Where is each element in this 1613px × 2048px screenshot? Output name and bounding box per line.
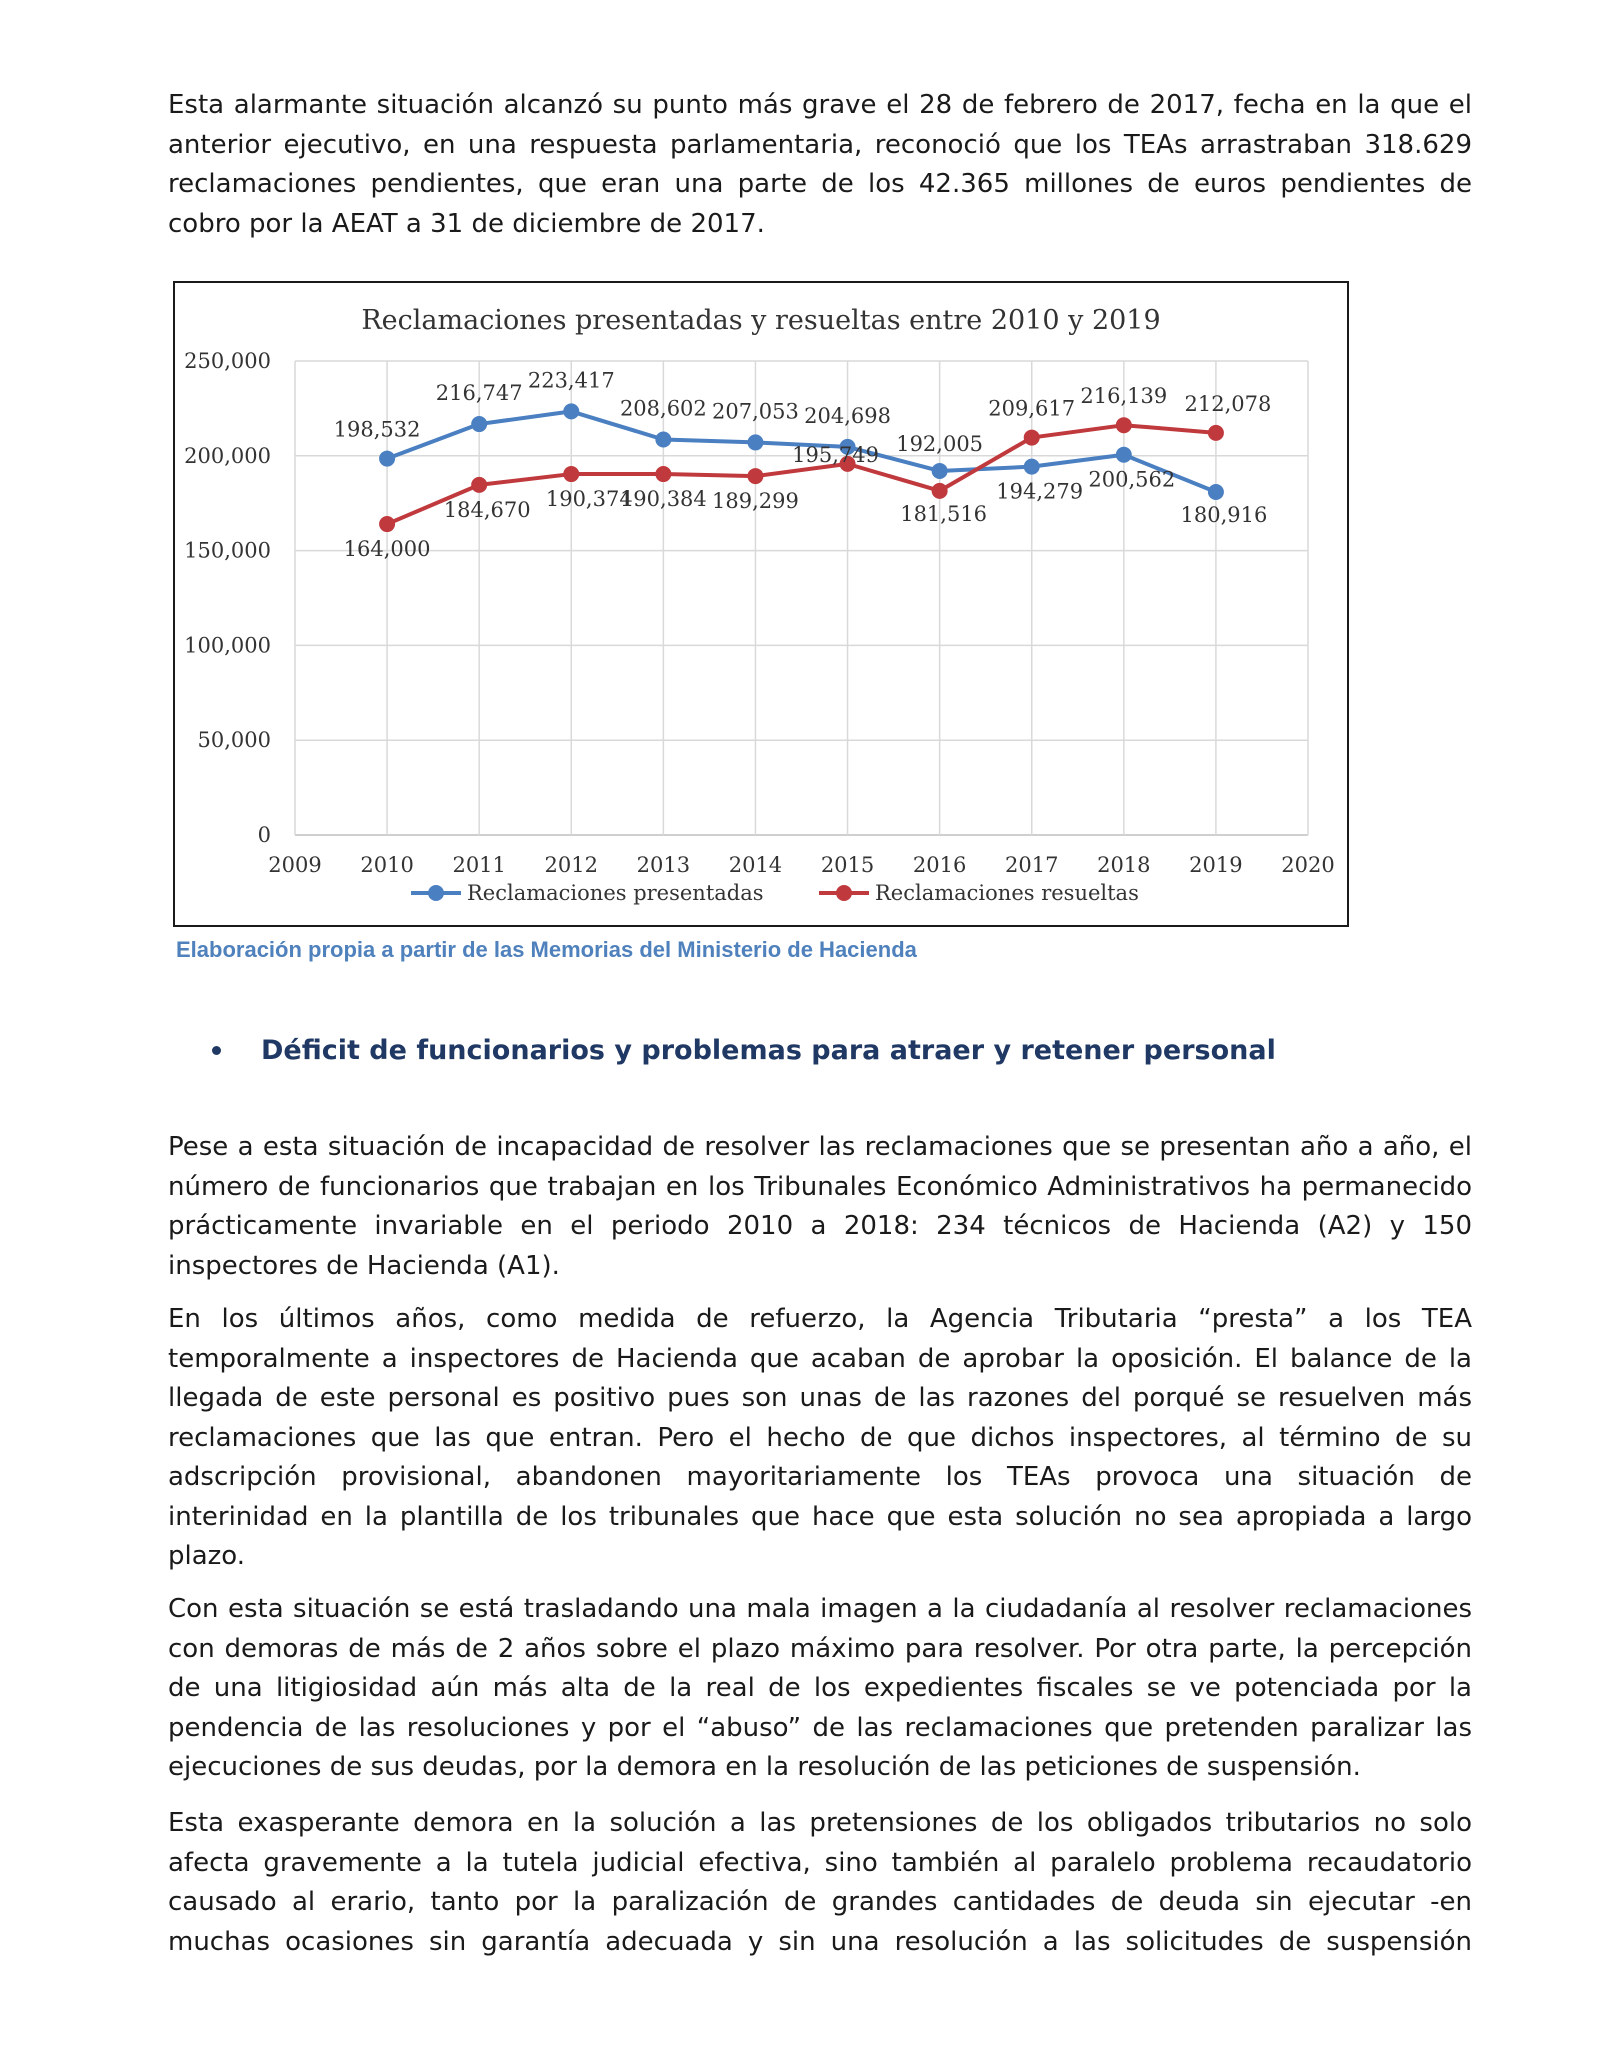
data-label: 216,747 <box>435 381 523 406</box>
data-point <box>747 434 763 450</box>
data-label: 189,299 <box>712 489 799 514</box>
data-point <box>932 483 948 499</box>
data-point <box>1208 484 1224 500</box>
data-label: 195,749 <box>792 442 879 467</box>
intro-paragraph: Esta alarmante situación alcanzó su punto más grave el 28 de febrero de 2017, fecha en la que el anterior ejecutivo, en una respuesta parlamentaria, reconoció que los TEAs arrastraban 318.629 reclamaciones pendientes, que eran una parte de los 42.365 millones de euros pendientes de cobro por la AEAT a 31 de diciembre de 2017. <box>168 90 1472 239</box>
data-label: 198,532 <box>333 417 421 442</box>
x-tick-label: 2011 <box>452 853 506 877</box>
chart-canvas <box>175 283 1347 925</box>
data-label: 164,000 <box>343 537 431 562</box>
data-label: 204,698 <box>804 403 891 428</box>
legend-label: Reclamaciones presentadas <box>467 881 764 905</box>
data-label: 212,078 <box>1184 391 1272 416</box>
data-label: 184,670 <box>443 497 531 522</box>
section-heading-text: Déficit de funcionarios y problemas para atraer y retener personal <box>261 1034 1276 1066</box>
data-point <box>1024 430 1040 446</box>
y-tick-label: 250,000 <box>184 349 271 373</box>
y-tick-label: 150,000 <box>184 538 271 563</box>
chart-title: Reclamaciones presentadas y resueltas entre 2010 y 2019 <box>361 305 1161 336</box>
data-label: 180,916 <box>1180 502 1268 527</box>
data-point <box>747 468 763 484</box>
data-label: 190,374 <box>545 487 633 512</box>
x-tick-label: 2015 <box>820 853 875 877</box>
delay-paragraph: Esta exasperante demora en la solución a las pretensiones de los obligados tributarios no solo afecta gravemente a la tutela judicial efectiva, sino también al paralelo problema recaudatorio causado al erario, tanto por la paralización de grandes cantidades de deuda sin ejecutar -en muchas ocasiones sin garantía adecuada y sin una resolución a las solicitudes de suspensión <box>168 1808 1472 1957</box>
data-point <box>563 466 579 482</box>
data-point <box>932 463 948 479</box>
y-tick-label: 50,000 <box>197 728 271 753</box>
data-point <box>655 466 671 482</box>
data-point <box>471 477 487 493</box>
x-tick-label: 2019 <box>1189 853 1243 877</box>
x-tick-label: 2014 <box>728 853 783 877</box>
data-point <box>379 451 395 467</box>
y-tick-label: 0 <box>257 823 271 847</box>
data-point <box>1116 417 1132 433</box>
x-tick-label: 2010 <box>360 853 414 877</box>
data-point <box>1208 425 1224 441</box>
legend-label: Reclamaciones resueltas <box>875 881 1139 905</box>
data-point <box>471 416 487 432</box>
data-label: 216,139 <box>1080 384 1168 409</box>
data-point <box>1116 447 1132 463</box>
x-tick-label: 2012 <box>544 853 598 877</box>
data-point <box>655 431 671 447</box>
y-tick-label: 200,000 <box>184 443 271 468</box>
data-label: 181,516 <box>900 501 988 526</box>
y-tick-label: 100,000 <box>184 633 271 658</box>
x-tick-label: 2016 <box>912 853 967 877</box>
data-label: 190,384 <box>619 487 707 512</box>
data-label: 209,617 <box>988 396 1076 421</box>
x-tick-label: 2017 <box>1005 853 1059 877</box>
data-label: 192,005 <box>896 431 984 456</box>
staff-paragraph: Pese a esta situación de incapacidad de resolver las reclamaciones que se presentan año a año, el número de funcionarios que trabajan en los Tribunales Económico Administrativos ha permanecido prácticamente invariable en el periodo 2010 a 2018: 234 técnicos de Hacienda (A2) y 150 inspectores de Hacienda (A1). <box>168 1132 1472 1281</box>
image-paragraph: Con esta situación se está trasladando una mala imagen a la ciudadanía al resolver reclamaciones con demoras de más de 2 años sobre el plazo máximo para resolver. Por otra parte, la percepción de una litigiosidad aún más alta de la real de los expedientes fiscales se ve potenciada por la pendencia de las resoluciones y por el “abuso” de las reclamaciones que pretenden paralizar las ejecuciones de sus deudas, por la demora en la resolución de las peticiones de suspensión. <box>168 1594 1472 1782</box>
data-point <box>563 403 579 419</box>
legend-marker <box>428 885 444 901</box>
data-label: 208,602 <box>619 396 707 421</box>
line-chart <box>173 281 1349 927</box>
x-tick-label: 2018 <box>1097 853 1151 877</box>
data-point <box>1024 459 1040 475</box>
data-point <box>379 516 395 532</box>
x-tick-label: 2009 <box>268 853 322 877</box>
data-label: 223,417 <box>527 368 615 393</box>
section-heading <box>212 1030 1276 1070</box>
reinforcement-paragraph: En los últimos años, como medida de refuerzo, la Agencia Tributaria “presta” a los TEA temporalmente a inspectores de Hacienda que acaban de aprobar la oposición. El balance de la llegada de este personal es positivo pues son unas de las razones del porqué se resuelven más reclamaciones que las que entran. Pero el hecho de que dichos inspectores, al término de su adscripción provisional, abandonen mayoritariamente los TEAs provoca una situación de interinidad en la plantilla de los tribunales que hace que esta solución no sea apropiada a largo plazo. <box>168 1304 1472 1571</box>
chart-caption: Elaboración propia a partir de las Memorias del Ministerio de Hacienda <box>176 937 917 962</box>
data-label: 200,562 <box>1088 467 1176 492</box>
data-label: 207,053 <box>712 399 799 424</box>
legend-marker <box>836 885 852 901</box>
x-tick-label: 2013 <box>636 853 691 877</box>
bullet-icon <box>212 1046 221 1055</box>
data-label: 194,279 <box>996 479 1084 504</box>
x-tick-label: 2020 <box>1281 853 1335 877</box>
